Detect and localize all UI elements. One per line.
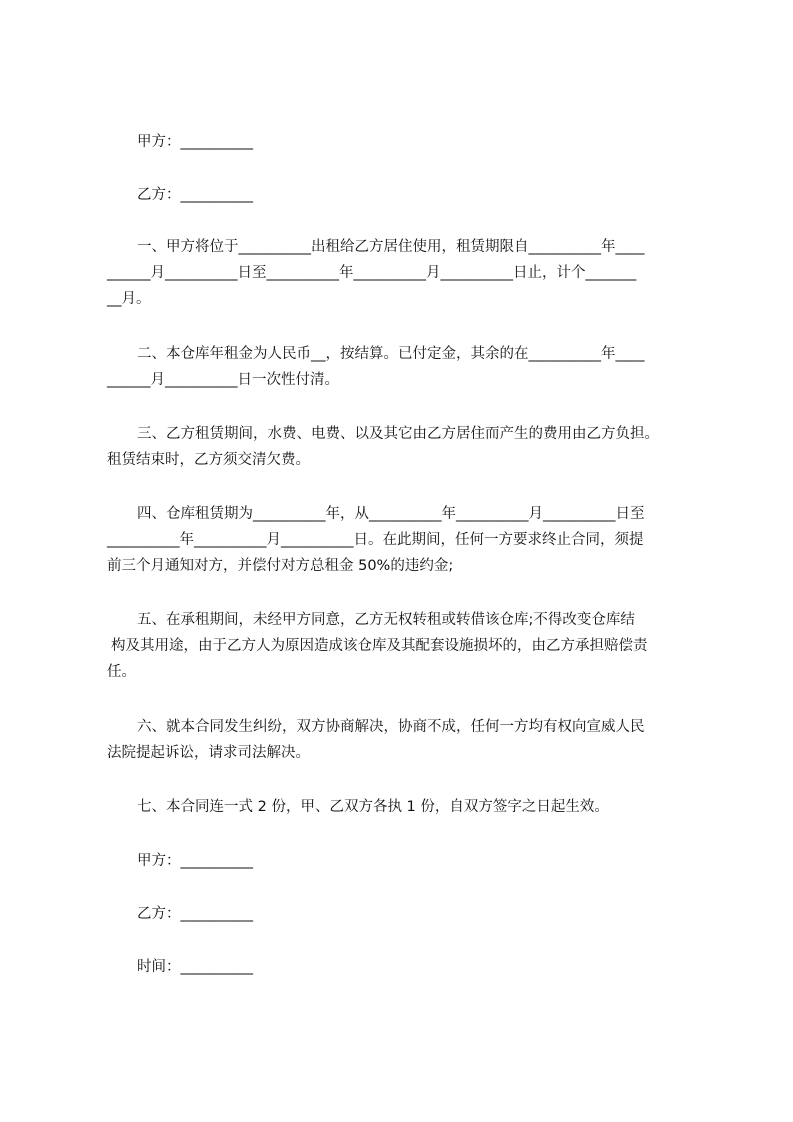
clause-5-line-2: 构及其用途，由于乙方人为原因造成该仓库及其配套设施损坏的，由乙方承担赔偿责: [111, 638, 648, 654]
header-party-a: 甲方：__________: [137, 134, 253, 150]
clause-7: 七、本合同连一式 2 份，甲、乙双方各执 1 份，自双方签字之日起生效。: [137, 799, 609, 815]
clause-1-line-1: 一、甲方将位于__________出租给乙方居住使用，租赁期限自__________年____: [137, 239, 645, 255]
clause-2-line-1: 二、本仓库年租金为人民币__，按结算。已付定金，其余的在__________年____: [137, 346, 645, 362]
clause-5-line-3: 任。: [107, 664, 136, 680]
clause-1-line-3: __月。: [107, 291, 151, 307]
clause-4-line-3: 前三个月通知对方，并偿付对方总租金 50%的违约金;: [107, 558, 454, 574]
clause-6: [107, 717, 645, 769]
clause-1: [107, 237, 645, 315]
clause-2-line-2: ______月__________日一次性付清。: [107, 372, 339, 388]
clause-6-line-1: 六、就本合同发生纠纷，双方协商解决，协商不成，任何一方均有权向宣威人民: [137, 719, 645, 735]
signature-party-b: 乙方：__________: [137, 906, 253, 922]
clause-3-line-1: 三、乙方租赁期间，水费、电费、以及其它由乙方居住而产生的费用由乙方负担。: [137, 426, 659, 442]
clause-3: [107, 424, 659, 476]
clause-6-line-2: 法院提起诉讼，请求司法解决。: [107, 745, 310, 761]
clause-4-line-1: 四、仓库租赁期为__________年，从__________年__________月__________日至: [137, 506, 645, 522]
clause-5-line-1: 五、在承租期间，未经甲方同意，乙方无权转租或转借该仓库;不得改变仓库结: [137, 612, 635, 628]
clause-2: [107, 344, 645, 396]
clause-4: [107, 504, 645, 582]
signature-date: 时间：__________: [137, 959, 253, 975]
clause-5: [107, 610, 648, 688]
header-party-b: 乙方：__________: [137, 187, 253, 203]
signature-party-a: 甲方：__________: [137, 853, 253, 869]
clause-3-line-2: 租赁结束时，乙方须交清欠费。: [107, 452, 310, 468]
clause-1-line-2: ______月__________日至__________年__________月__________日止，计个_______: [107, 265, 637, 281]
clause-4-line-2: __________年__________月__________日。在此期间，任何一方要求终止合同，须提: [107, 532, 644, 548]
